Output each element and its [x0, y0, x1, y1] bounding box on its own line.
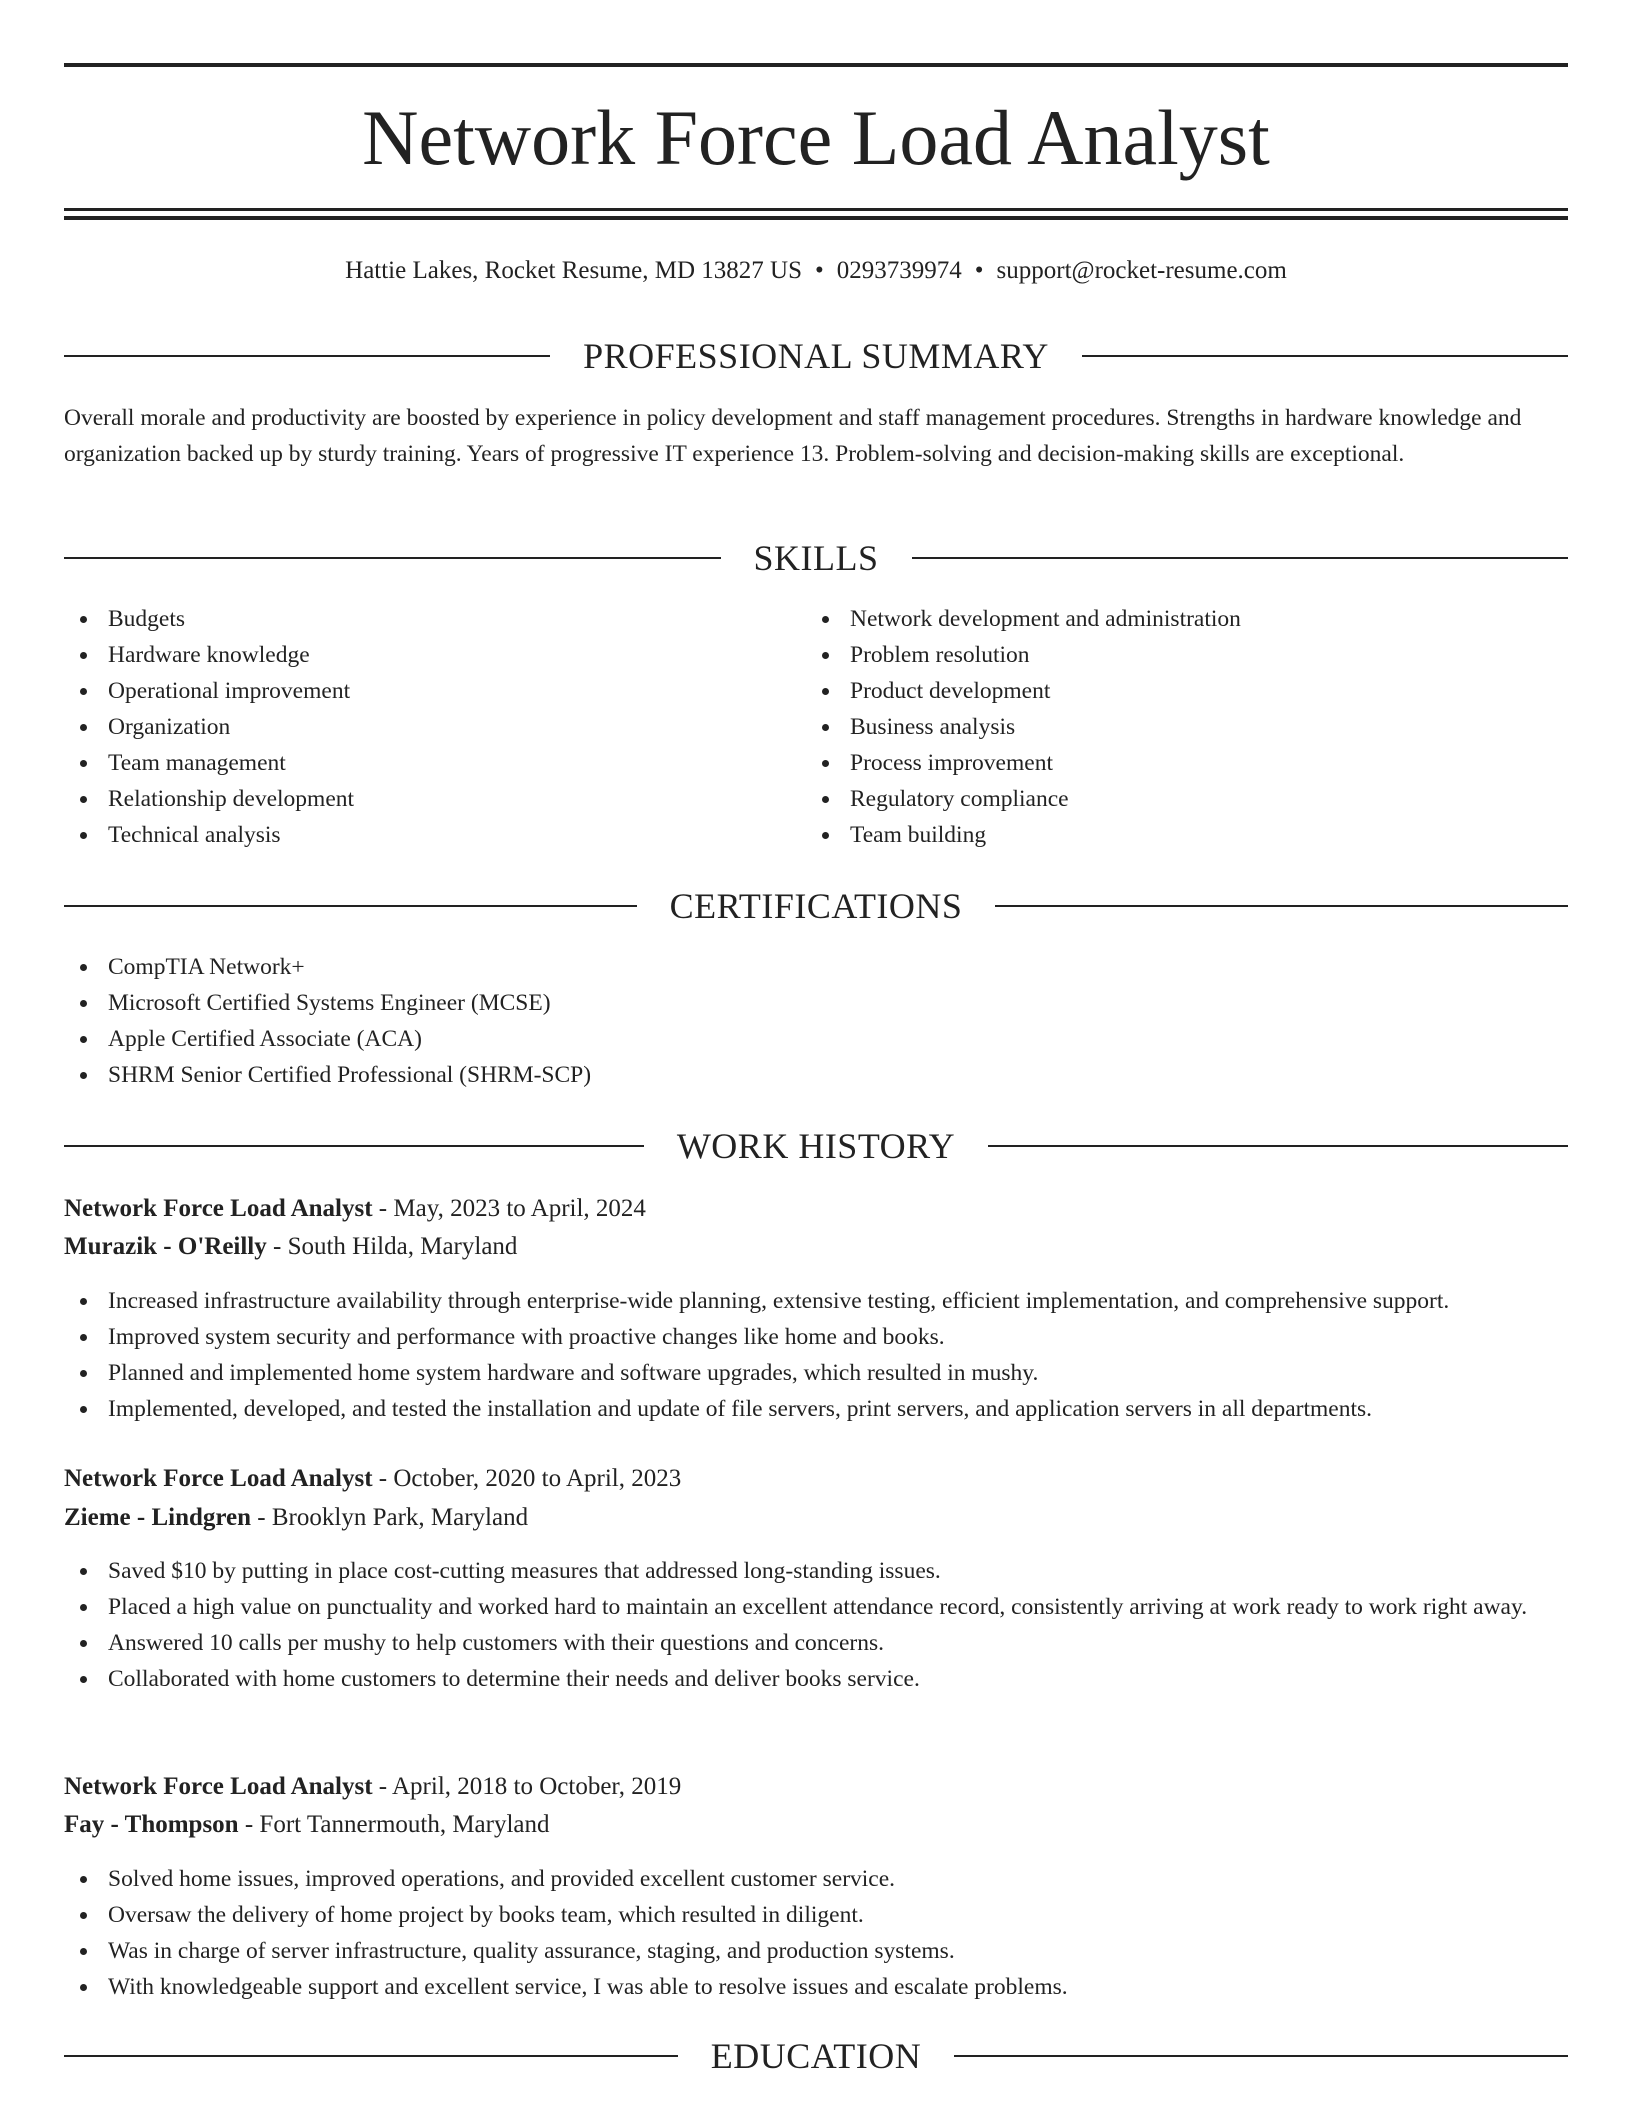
job-title: Network Force Load Analyst [64, 1195, 373, 1222]
heading-rule [64, 1145, 644, 1147]
heading-rule [64, 2055, 678, 2057]
skill-item: Business analysis [806, 709, 1568, 745]
skill-item: Network development and administration [806, 601, 1568, 637]
certification-item: CompTIA Network+ [64, 949, 1568, 985]
job-company: Murazik - O'Reilly [64, 1233, 267, 1260]
job-bullet: Saved $10 by putting in place cost-cutting measures that addressed long-standing issues. [64, 1553, 1568, 1589]
heading-rule [64, 557, 721, 559]
job-dash: - [372, 1195, 394, 1222]
section-title: PROFESSIONAL SUMMARY [583, 336, 1049, 376]
section-heading-summary [64, 334, 1568, 378]
certification-item: Apple Certified Associate (ACA) [64, 1021, 1568, 1057]
job-bullets [64, 1861, 1568, 2005]
job-title-line [64, 1769, 1568, 1805]
section-heading-work-history [64, 1124, 1568, 1168]
job-bullet: Placed a high value on punctuality and worked hard to maintain an excellent attendance record, consistently arriving at work ready to work right away. [64, 1589, 1568, 1625]
skill-item: Hardware knowledge [64, 637, 804, 673]
job-location: Fort Tannermouth, Maryland [259, 1811, 550, 1838]
certification-item: Microsoft Certified Systems Engineer (MCSE) [64, 985, 1568, 1021]
section-heading-education [64, 2034, 1568, 2078]
section-title: WORK HISTORY [676, 1126, 956, 1166]
job-bullets [64, 1553, 1568, 1697]
job-bullet: Increased infrastructure availability through enterprise-wide planning, extensive testing, efficient implementation, and comprehensive support. [64, 1283, 1568, 1319]
job-bullet: Collaborated with home customers to determine their needs and deliver books service. [64, 1661, 1568, 1697]
contact-line [64, 254, 1568, 288]
section-title: EDUCATION [710, 2036, 922, 2076]
contact-email: support@rocket-resume.com [996, 257, 1287, 284]
job-company: Zieme - Lindgren [64, 1504, 252, 1531]
job-bullet: Solved home issues, improved operations, and provided excellent customer service. [64, 1861, 1568, 1897]
heading-rule [64, 905, 637, 907]
skills-list-right [806, 601, 1568, 853]
job-bullet: Oversaw the delivery of home project by books team, which resulted in diligent. [64, 1897, 1568, 1933]
job-title: Network Force Load Analyst [64, 1465, 373, 1492]
job-title-line [64, 1461, 1568, 1497]
skill-item: Relationship development [64, 781, 804, 817]
job-dash: - [372, 1773, 392, 1800]
title-rule-upper [64, 208, 1568, 211]
heading-rule [995, 905, 1568, 907]
job-bullet: Implemented, developed, and tested the installation and update of file servers, print servers, and application servers in all departments. [64, 1391, 1568, 1427]
summary-text: Overall morale and productivity are boosted by experience in policy development and staff management procedures. Strengths in hardware knowledge and organization backed up by sturdy training. Years of progressive IT experience 13. Problem-solving and decision-making skills are exceptional. [64, 405, 1522, 467]
job-company-line [64, 1500, 1568, 1536]
title-rule-lower [64, 216, 1568, 220]
job-bullets [64, 1283, 1568, 1427]
contact-phone: 0293739974 [836, 257, 962, 284]
skill-item: Technical analysis [64, 817, 804, 853]
skill-item: Budgets [64, 601, 804, 637]
job-dates: April, 2018 to October, 2019 [392, 1773, 682, 1800]
job-bullet: Improved system security and performance with proactive changes like home and books. [64, 1319, 1568, 1355]
heading-rule [954, 2055, 1568, 2057]
skill-item: Product development [806, 673, 1568, 709]
skill-item: Organization [64, 709, 804, 745]
skill-item: Operational improvement [64, 673, 804, 709]
job-dash: - [238, 1811, 260, 1838]
job-bullet: Answered 10 calls per mushy to help customers with their questions and concerns. [64, 1625, 1568, 1661]
resume-title: Network Force Load Analyst [362, 94, 1270, 181]
job-dash: - [266, 1233, 288, 1260]
skill-item: Process improvement [806, 745, 1568, 781]
job-bullet: With knowledgeable support and excellent service, I was able to resolve issues and escalate problems. [64, 1969, 1568, 2005]
contact-separator: • [815, 257, 824, 284]
section-title: SKILLS [753, 538, 879, 578]
job-dash: - [251, 1504, 272, 1531]
skill-item: Regulatory compliance [806, 781, 1568, 817]
certification-item: SHRM Senior Certified Professional (SHRM-SCP) [64, 1057, 1568, 1093]
job-company-line [64, 1807, 1568, 1843]
section-heading-skills [64, 536, 1568, 580]
top-rule [64, 63, 1568, 67]
job-company: Fay - Thompson [64, 1811, 239, 1838]
skill-item: Problem resolution [806, 637, 1568, 673]
job-location: Brooklyn Park, Maryland [271, 1504, 529, 1531]
job-dates: October, 2020 to April, 2023 [393, 1465, 682, 1492]
skill-item: Team management [64, 745, 804, 781]
job-location: South Hilda, Maryland [287, 1233, 518, 1260]
skill-item: Team building [806, 817, 1568, 853]
job-bullet: Planned and implemented home system hardware and software upgrades, which resulted in mushy. [64, 1355, 1568, 1391]
contact-separator: • [974, 257, 984, 284]
job-title: Network Force Load Analyst [64, 1773, 373, 1800]
job-dates: May, 2023 to April, 2024 [393, 1195, 646, 1222]
skills-list-left [64, 601, 804, 853]
section-title: CERTIFICATIONS [669, 886, 963, 926]
job-title-line [64, 1191, 1568, 1227]
heading-rule [64, 355, 550, 357]
heading-rule [912, 557, 1569, 559]
job-bullet: Was in charge of server infrastructure, quality assurance, staging, and production systems. [64, 1933, 1568, 1969]
heading-rule [988, 1145, 1568, 1147]
contact-address: Hattie Lakes, Rocket Resume, MD 13827 US [345, 257, 803, 284]
certifications-list [64, 949, 1568, 1093]
job-dash: - [372, 1465, 394, 1492]
heading-rule [1082, 355, 1568, 357]
section-heading-certifications [64, 884, 1568, 928]
job-company-line [64, 1229, 1568, 1265]
